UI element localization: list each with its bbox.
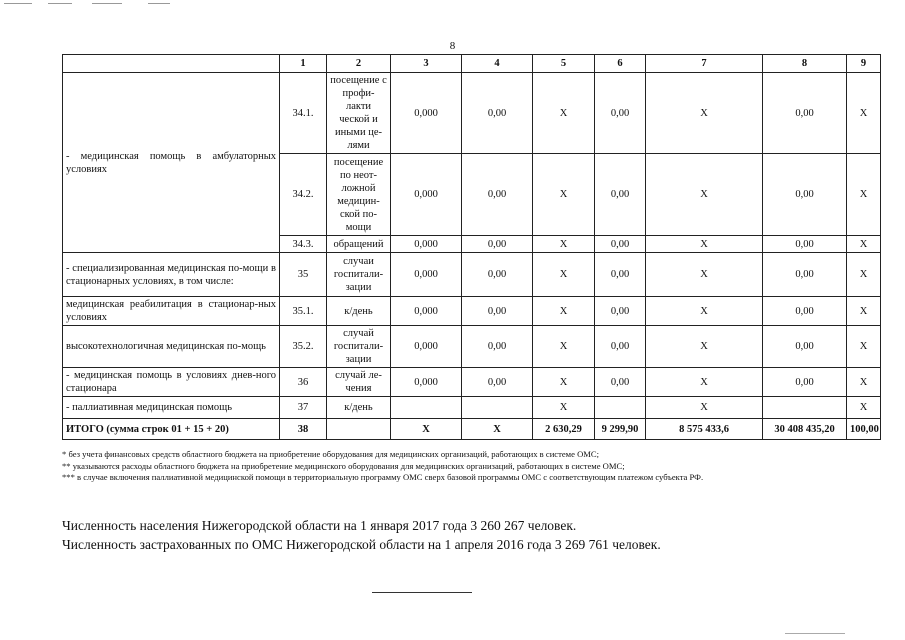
table-cell: X bbox=[533, 154, 595, 236]
population-info bbox=[62, 516, 661, 554]
table-cell: X bbox=[646, 397, 763, 419]
table-cell: X bbox=[847, 253, 881, 297]
table-cell: случай госпитали-зации bbox=[327, 326, 391, 368]
row-label: высокотехнологичная медицинская по-мощь bbox=[63, 326, 280, 368]
footnote: ** указываются расходы областного бюджета на приобретение медицинского оборудования для медицинских организаций, работающих в системе ОМС; bbox=[62, 460, 625, 471]
table-cell: X bbox=[847, 368, 881, 397]
table-cell: 34.1. bbox=[280, 73, 327, 154]
header-cell bbox=[63, 55, 280, 73]
table-cell: случай ле-чения bbox=[327, 368, 391, 397]
table-cell: 100,00 bbox=[847, 419, 881, 440]
table-cell: X bbox=[847, 236, 881, 253]
table-cell: X bbox=[646, 236, 763, 253]
table-cell: 0,000 bbox=[391, 368, 462, 397]
table-cell: к/день bbox=[327, 397, 391, 419]
table-row bbox=[63, 73, 881, 154]
table-row bbox=[63, 326, 881, 368]
total-label: ИТОГО (сумма строк 01 + 15 + 20) bbox=[63, 419, 280, 440]
table-cell: 0,00 bbox=[595, 73, 646, 154]
insured-line: Численность застрахованных по ОМС Нижегородской области на 1 апреля 2016 года 3 269 761 человек. bbox=[62, 537, 661, 552]
table-cell: 0,00 bbox=[763, 368, 847, 397]
table-cell: 0,00 bbox=[595, 368, 646, 397]
table-cell: X bbox=[462, 419, 533, 440]
table-cell bbox=[327, 419, 391, 440]
table-cell: обращений bbox=[327, 236, 391, 253]
table-cell: 0,00 bbox=[595, 236, 646, 253]
row-label: медицинская реабилитация в стационар-ных условиях bbox=[63, 297, 280, 326]
table-cell: 38 bbox=[280, 419, 327, 440]
table-cell: 0,00 bbox=[763, 154, 847, 236]
table-cell: 30 408 435,20 bbox=[763, 419, 847, 440]
table-cell: 35 bbox=[280, 253, 327, 297]
table-cell bbox=[595, 397, 646, 419]
table-cell: X bbox=[533, 236, 595, 253]
table-cell: 0,00 bbox=[462, 253, 533, 297]
table-cell: 35.1. bbox=[280, 297, 327, 326]
header-cell: 1 bbox=[280, 55, 327, 73]
table-cell: 0,000 bbox=[391, 326, 462, 368]
table-cell: X bbox=[847, 326, 881, 368]
table-cell: к/день bbox=[327, 297, 391, 326]
table-cell: X bbox=[847, 397, 881, 419]
table-cell: 0,000 bbox=[391, 236, 462, 253]
table-row bbox=[63, 297, 881, 326]
table-cell: 2 630,29 bbox=[533, 419, 595, 440]
table-row bbox=[63, 368, 881, 397]
table-cell: 35.2. bbox=[280, 326, 327, 368]
table-cell: 0,00 bbox=[595, 154, 646, 236]
table-cell: 0,000 bbox=[391, 297, 462, 326]
table-header-row bbox=[63, 55, 881, 73]
table-cell: 0,000 bbox=[391, 73, 462, 154]
table-cell: X bbox=[533, 326, 595, 368]
table-cell: X bbox=[646, 154, 763, 236]
table-cell: 34.2. bbox=[280, 154, 327, 236]
table-cell bbox=[462, 397, 533, 419]
row-label: - паллиативная медицинская помощь bbox=[63, 397, 280, 419]
divider-line bbox=[372, 592, 472, 593]
table-cell: X bbox=[847, 73, 881, 154]
table-cell bbox=[763, 397, 847, 419]
row-label: - медицинская помощь в условиях днев-ного стационара bbox=[63, 368, 280, 397]
table-cell: 34.3. bbox=[280, 236, 327, 253]
table-cell: X bbox=[533, 368, 595, 397]
table-cell: 0,00 bbox=[763, 73, 847, 154]
population-line: Численность населения Нижегородской области на 1 января 2017 года 3 260 267 человек. bbox=[62, 518, 577, 533]
table-cell: 37 bbox=[280, 397, 327, 419]
table-cell: 36 bbox=[280, 368, 327, 397]
table-cell: X bbox=[391, 419, 462, 440]
table-cell: X bbox=[847, 154, 881, 236]
header-cell: 9 bbox=[847, 55, 881, 73]
scan-artifact bbox=[785, 633, 845, 634]
footnotes bbox=[62, 449, 877, 484]
table-cell: 0,00 bbox=[462, 326, 533, 368]
table-cell: X bbox=[646, 73, 763, 154]
table-cell: X bbox=[847, 297, 881, 326]
table-cell: X bbox=[646, 368, 763, 397]
table-cell: 0,00 bbox=[595, 297, 646, 326]
table-cell: случаи госпитали-зации bbox=[327, 253, 391, 297]
table-row bbox=[63, 253, 881, 297]
table-cell: 0,00 bbox=[763, 326, 847, 368]
row-label: - специализированная медицинская по-мощи в стационарных условиях, в том числе: bbox=[63, 253, 280, 297]
table-cell: 0,00 bbox=[763, 236, 847, 253]
table-cell: X bbox=[533, 397, 595, 419]
table-cell: X bbox=[533, 73, 595, 154]
table-cell: 9 299,90 bbox=[595, 419, 646, 440]
header-cell: 5 bbox=[533, 55, 595, 73]
table-cell: X bbox=[533, 253, 595, 297]
table-cell: 0,000 bbox=[391, 154, 462, 236]
table-cell: 0,00 bbox=[462, 73, 533, 154]
header-cell: 2 bbox=[327, 55, 391, 73]
table-cell: 0,00 bbox=[462, 368, 533, 397]
table-cell: 0,00 bbox=[763, 297, 847, 326]
table-cell: X bbox=[646, 297, 763, 326]
table-cell: посещение по неот-ложной медицин-ской по-мощи bbox=[327, 154, 391, 236]
footnote: *** в случае включения паллиативной медицинской помощи в территориальную программу ОМС сверх базовой программы ОМС с соответствующим платежом субъекта РФ. bbox=[62, 472, 704, 482]
data-table bbox=[62, 54, 881, 440]
table-cell: 0,00 bbox=[595, 253, 646, 297]
table-cell: посещение с профи-лакти ческой и иными це-лями bbox=[327, 73, 391, 154]
table-cell: 0,00 bbox=[595, 326, 646, 368]
table-cell: X bbox=[646, 326, 763, 368]
header-cell: 3 bbox=[391, 55, 462, 73]
table-cell: 0,00 bbox=[462, 154, 533, 236]
page-number: 8 bbox=[449, 40, 456, 52]
scan-artifact bbox=[0, 0, 300, 8]
header-cell: 6 bbox=[595, 55, 646, 73]
header-cell: 4 bbox=[462, 55, 533, 73]
header-cell: 7 bbox=[646, 55, 763, 73]
table-cell bbox=[391, 397, 462, 419]
table-cell: 8 575 433,6 bbox=[646, 419, 763, 440]
table-cell: 0,00 bbox=[462, 297, 533, 326]
footnote: * без учета финансовых средств областного бюджета на приобретение оборудования для медицинских организаций, работающих в системе ОМС; bbox=[62, 449, 600, 459]
total-row bbox=[63, 419, 881, 440]
header-cell: 8 bbox=[763, 55, 847, 73]
table-cell: X bbox=[646, 253, 763, 297]
table-cell: X bbox=[533, 297, 595, 326]
row-label: - медицинская помощь в амбулаторных условиях bbox=[63, 73, 280, 253]
table-row bbox=[63, 397, 881, 419]
table-cell: 0,000 bbox=[391, 253, 462, 297]
table-cell: 0,00 bbox=[763, 253, 847, 297]
table-cell: 0,00 bbox=[462, 236, 533, 253]
